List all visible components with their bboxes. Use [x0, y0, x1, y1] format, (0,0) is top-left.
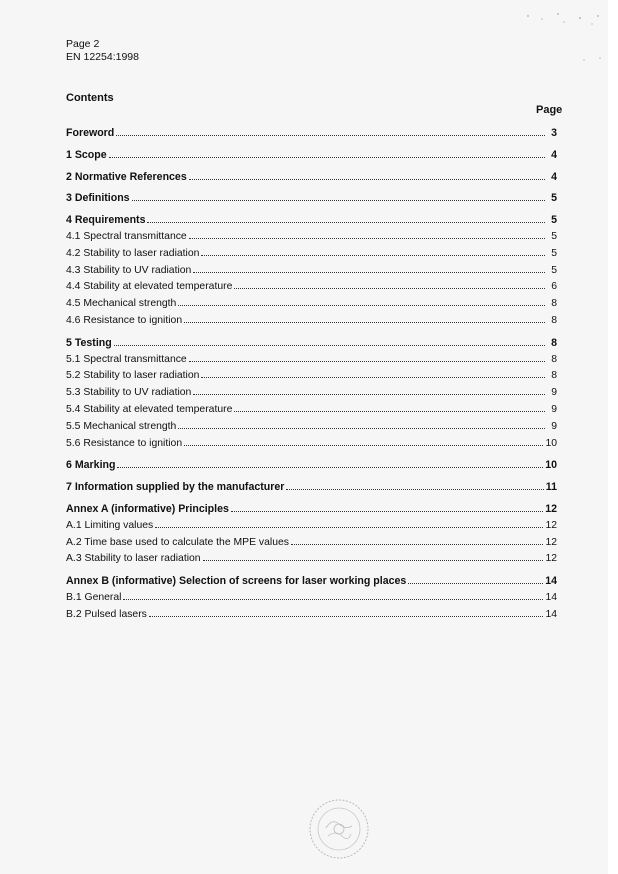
toc-entry-title: 4.5 Mechanical strength — [66, 298, 177, 310]
toc-dot-leader — [132, 189, 545, 201]
toc-entry-page: 9 — [551, 403, 557, 415]
toc-group — [66, 211, 557, 328]
toc-entry-title: A.3 Stability to laser radiation — [66, 553, 201, 565]
toc-dot-leader — [189, 227, 545, 239]
toc-entry[interactable] — [66, 311, 557, 328]
toc-group — [66, 334, 557, 451]
toc-entry-page: 9 — [551, 387, 557, 399]
toc-entry-page: 6 — [551, 281, 557, 293]
toc-entry-title: 5 Testing — [66, 336, 112, 349]
page-header — [66, 38, 139, 64]
toc-dot-leader — [184, 311, 545, 323]
toc-group — [66, 478, 557, 494]
toc-entry-page: 5 — [551, 230, 557, 242]
toc-entry-page: 5 — [551, 192, 557, 205]
toc-entry-title: A.1 Limiting values — [66, 519, 154, 531]
toc-entry[interactable] — [66, 294, 557, 311]
toc-dot-leader — [184, 434, 543, 446]
toc-dot-leader — [193, 383, 545, 395]
toc-entry-title: 1 Scope — [66, 148, 107, 161]
toc-entry-page: 12 — [545, 519, 557, 531]
contents-heading: Contents — [66, 92, 114, 104]
toc-entry-major[interactable] — [66, 572, 557, 588]
toc-entry-page: 4 — [551, 148, 557, 161]
toc-entry-major[interactable] — [66, 211, 557, 227]
toc-entry-title: 4 Requirements — [66, 214, 146, 227]
toc-entry-page: 5 — [551, 247, 557, 259]
toc-entry-title: 4.1 Spectral transmittance — [66, 230, 187, 242]
toc-entry-major[interactable] — [66, 124, 557, 140]
toc-entry-page: 5 — [551, 264, 557, 276]
toc-entry[interactable] — [66, 434, 557, 451]
toc-dot-leader — [155, 516, 543, 528]
toc-entry-page: 10 — [545, 459, 557, 472]
toc-dot-leader — [123, 588, 543, 600]
toc-entry-page: 9 — [551, 420, 557, 432]
toc-entry-page: 10 — [545, 437, 557, 449]
toc-entry-title: A.2 Time base used to calculate the MPE values — [66, 536, 289, 548]
toc-dot-leader — [117, 456, 543, 468]
toc-entry-title: 2 Normative References — [66, 170, 187, 183]
scan-specks — [520, 10, 610, 70]
toc-dot-leader — [193, 261, 545, 273]
toc-entry-title: 4.4 Stability at elevated temperature — [66, 281, 233, 293]
toc-group — [66, 146, 557, 162]
toc-entry-page: 12 — [545, 536, 557, 548]
toc-entry-page: 8 — [551, 336, 557, 349]
toc-entry[interactable] — [66, 533, 557, 550]
toc-entry-title: B.1 General — [66, 591, 122, 603]
page-number: Page 2 — [66, 38, 100, 50]
toc-entry-title: Annex B (informative) Selection of screens for laser working places — [66, 575, 407, 588]
toc-dot-leader — [203, 549, 544, 561]
toc-dot-leader — [234, 277, 545, 289]
toc-entry-major[interactable] — [66, 146, 557, 162]
toc-entry-title: 4.2 Stability to laser radiation — [66, 247, 200, 259]
toc-dot-leader — [408, 572, 543, 584]
toc-entry[interactable] — [66, 549, 557, 566]
toc-entry[interactable] — [66, 417, 557, 434]
toc-dot-leader — [178, 417, 545, 429]
toc-group — [66, 189, 557, 205]
toc-entry-title: 7 Information supplied by the manufacturer — [66, 481, 285, 494]
toc-entry-title: Foreword — [66, 127, 115, 139]
toc-entry-title: 3 Definitions — [66, 192, 130, 205]
toc-entry-title: 5.5 Mechanical strength — [66, 420, 177, 432]
toc-entry-title: 5.3 Stability to UV radiation — [66, 387, 192, 399]
toc-dot-leader — [291, 533, 543, 545]
toc-entry-title: 5.2 Stability to laser radiation — [66, 370, 200, 382]
toc-entry-major[interactable] — [66, 189, 557, 205]
toc-entry-page: 11 — [545, 481, 557, 494]
toc-entry-page: 12 — [545, 502, 557, 515]
toc-entry-page: 8 — [551, 353, 557, 365]
toc-entry-page: 12 — [545, 553, 557, 565]
toc-dot-leader — [109, 146, 545, 158]
toc-entry-title: 4.3 Stability to UV radiation — [66, 264, 192, 276]
toc-entry-title: 5.1 Spectral transmittance — [66, 353, 187, 365]
toc-group — [66, 572, 557, 621]
toc-dot-leader — [114, 334, 545, 346]
toc-entry-title: B.2 Pulsed lasers — [66, 608, 147, 620]
toc-entry[interactable] — [66, 366, 557, 383]
toc-entry[interactable] — [66, 244, 557, 261]
toc-dot-leader — [149, 605, 544, 617]
toc-entry[interactable] — [66, 588, 557, 605]
toc-entry[interactable] — [66, 516, 557, 533]
toc-entry-major[interactable] — [66, 500, 557, 516]
toc-dot-leader — [189, 168, 545, 180]
toc-entry-page: 8 — [551, 314, 557, 326]
toc-dot-leader — [116, 124, 545, 136]
toc-entry-major[interactable] — [66, 168, 557, 184]
toc-entry[interactable] — [66, 227, 557, 244]
table-of-contents — [66, 124, 557, 628]
toc-dot-leader — [178, 294, 545, 306]
toc-entry-page: 14 — [545, 608, 557, 620]
toc-entry[interactable] — [66, 400, 557, 417]
toc-entry-title: 4.6 Resistance to ignition — [66, 314, 183, 326]
toc-entry-page: 14 — [545, 591, 557, 603]
toc-entry-title: 5.4 Stability at elevated temperature — [66, 403, 233, 415]
toc-entry[interactable] — [66, 605, 557, 622]
toc-group — [66, 500, 557, 566]
toc-dot-leader — [286, 478, 543, 490]
toc-dot-leader — [201, 244, 545, 256]
toc-entry-page: 5 — [551, 214, 557, 227]
library-seal — [308, 798, 370, 860]
toc-group — [66, 124, 557, 140]
toc-entry[interactable] — [66, 261, 557, 278]
toc-entry-page: 8 — [551, 298, 557, 310]
toc-dot-leader — [234, 400, 545, 412]
toc-entry[interactable] — [66, 277, 557, 294]
toc-dot-leader — [231, 500, 543, 512]
toc-entry-page: 3 — [551, 127, 557, 139]
toc-entry-major[interactable] — [66, 456, 557, 472]
page-column-label: Page — [536, 104, 563, 116]
toc-dot-leader — [201, 366, 545, 378]
toc-group — [66, 456, 557, 472]
toc-entry-major[interactable] — [66, 478, 557, 494]
toc-entry-major[interactable] — [66, 334, 557, 350]
toc-entry-title: 6 Marking — [66, 459, 116, 472]
standard-id: EN 12254:1998 — [66, 51, 139, 63]
toc-entry-page: 14 — [545, 575, 557, 588]
toc-entry-page: 8 — [551, 370, 557, 382]
toc-dot-leader — [189, 350, 545, 362]
toc-entry[interactable] — [66, 350, 557, 367]
toc-group — [66, 168, 557, 184]
toc-entry-title: Annex A (informative) Principles — [66, 502, 229, 515]
toc-entry-title: 5.6 Resistance to ignition — [66, 437, 183, 449]
toc-entry-page: 4 — [551, 170, 557, 183]
toc-dot-leader — [147, 211, 545, 223]
toc-entry[interactable] — [66, 383, 557, 400]
